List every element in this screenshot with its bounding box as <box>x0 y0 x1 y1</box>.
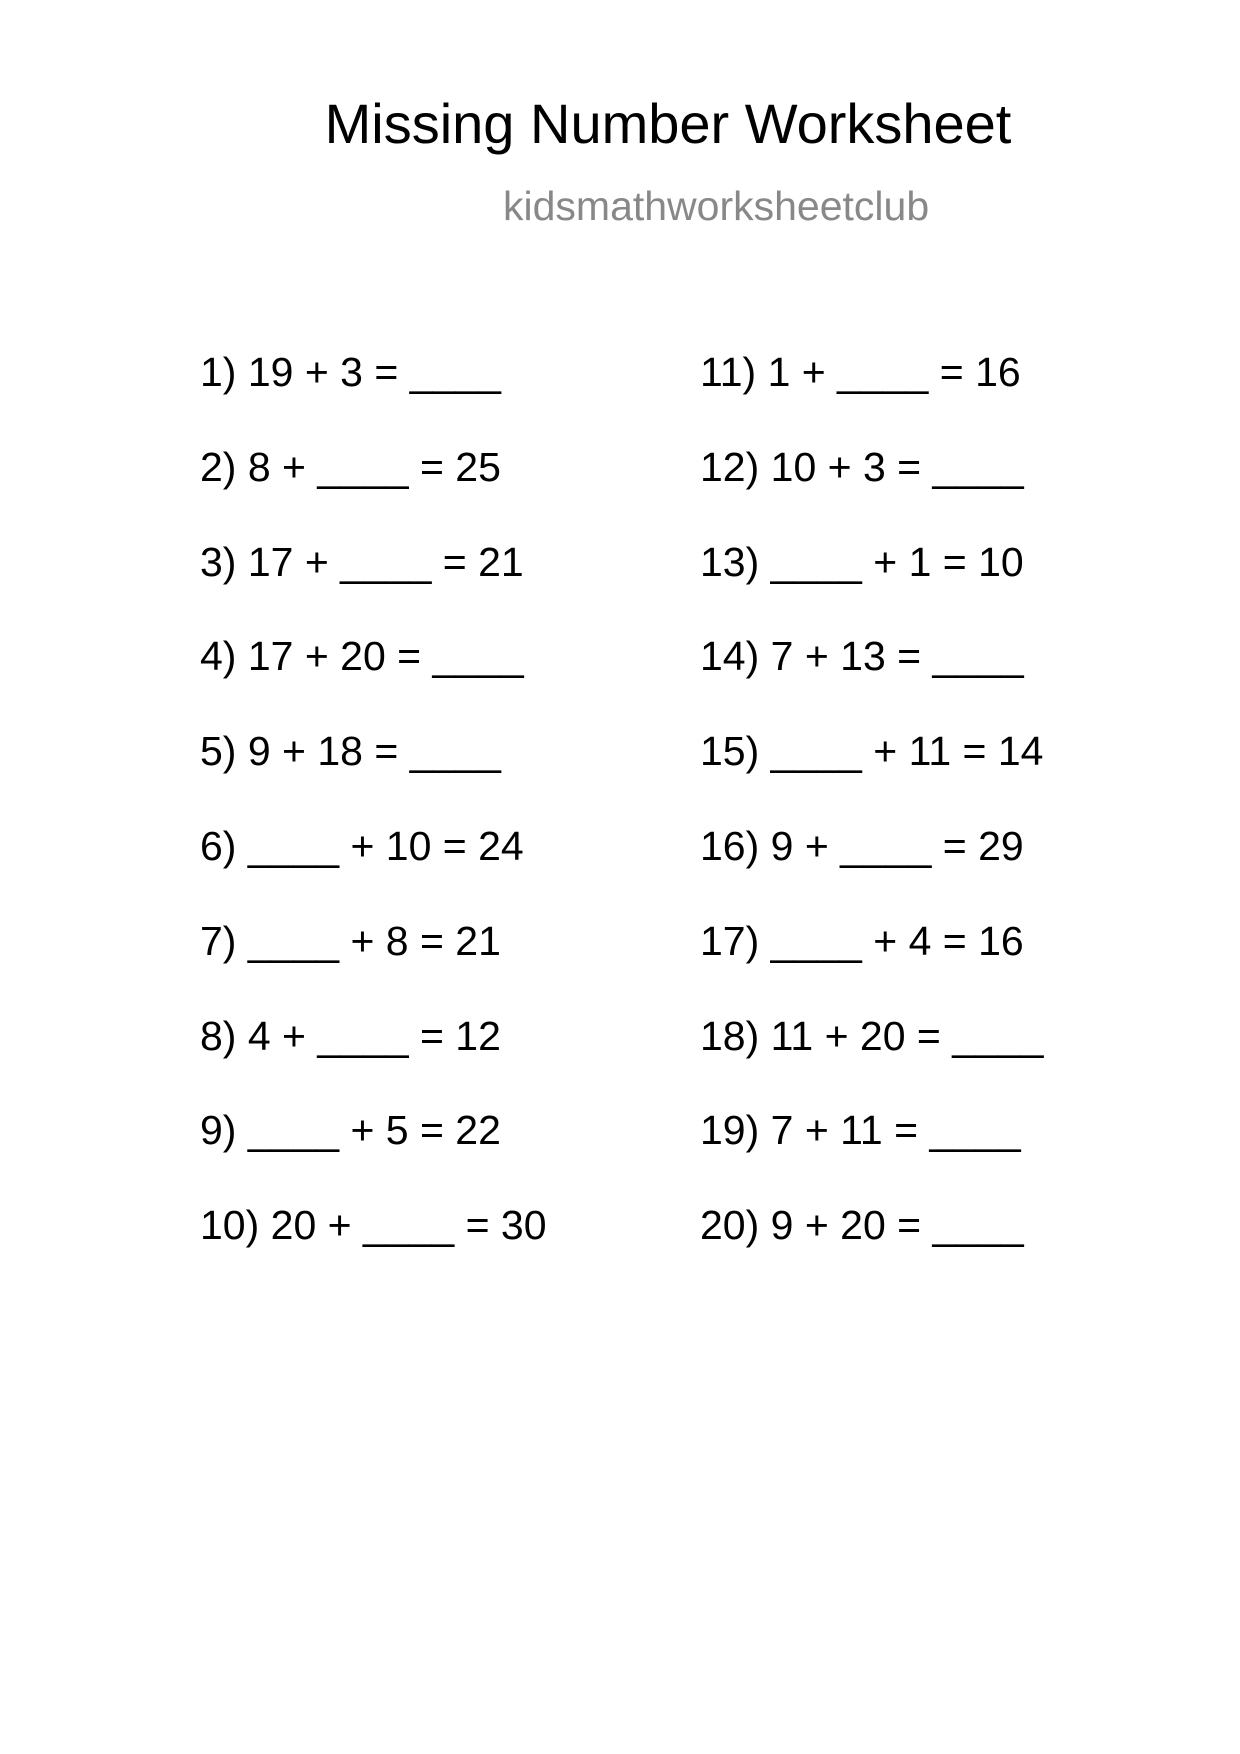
problem-9 <box>200 1106 547 1201</box>
problem-6 <box>200 822 547 917</box>
problem-text: 20) 9 + 20 = ____ <box>700 1202 1024 1249</box>
problem-text: 18) 11 + 20 = ____ <box>700 1012 1044 1059</box>
worksheet-subtitle: kidsmathworksheetclub <box>503 183 930 229</box>
problem-text: 9) ____ + 5 = 22 <box>200 1107 501 1154</box>
problem-text: 3) 17 + ____ = 21 <box>200 538 524 585</box>
problem-11 <box>700 348 1043 443</box>
problem-text: 8) 4 + ____ = 12 <box>200 1012 501 1059</box>
problem-12 <box>700 443 1043 538</box>
problem-5 <box>200 727 547 822</box>
problems-left-column <box>200 348 547 1296</box>
problem-text: 12) 10 + 3 = ____ <box>700 443 1024 490</box>
problem-text: 19) 7 + 11 = ____ <box>700 1107 1021 1154</box>
problem-19 <box>700 1106 1043 1201</box>
problem-text: 4) 17 + 20 = ____ <box>200 633 524 680</box>
problem-text: 11) 1 + ____ = 16 <box>700 349 1021 395</box>
problem-10 <box>200 1201 547 1296</box>
problem-18 <box>700 1012 1043 1107</box>
problem-7 <box>200 917 547 1012</box>
problem-3 <box>200 538 547 633</box>
problem-15 <box>700 727 1043 822</box>
problem-text: 17) ____ + 4 = 16 <box>700 917 1024 964</box>
worksheet-title: Missing Number Worksheet <box>324 92 1012 155</box>
problem-text: 7) ____ + 8 = 21 <box>200 917 501 964</box>
problem-2 <box>200 443 547 538</box>
problem-13 <box>700 538 1043 633</box>
problem-8 <box>200 1012 547 1107</box>
problem-4 <box>200 632 547 727</box>
problem-text: 15) ____ + 11 = 14 <box>700 728 1044 775</box>
problem-14 <box>700 632 1043 727</box>
problems-right-column <box>700 348 1043 1296</box>
problem-text: 13) ____ + 1 = 10 <box>700 538 1024 585</box>
problem-text: 1) 19 + 3 = ____ <box>200 349 501 395</box>
problem-text: 16) 9 + ____ = 29 <box>700 822 1024 869</box>
problem-text: 14) 7 + 13 = ____ <box>700 633 1024 680</box>
problem-20 <box>700 1201 1043 1296</box>
problem-text: 10) 20 + ____ = 30 <box>200 1202 547 1249</box>
problem-text: 5) 9 + 18 = ____ <box>200 728 501 775</box>
problem-1 <box>200 348 547 443</box>
problem-16 <box>700 822 1043 917</box>
problem-text: 2) 8 + ____ = 25 <box>200 443 501 490</box>
problem-text: 6) ____ + 10 = 24 <box>200 822 524 869</box>
problem-17 <box>700 917 1043 1012</box>
